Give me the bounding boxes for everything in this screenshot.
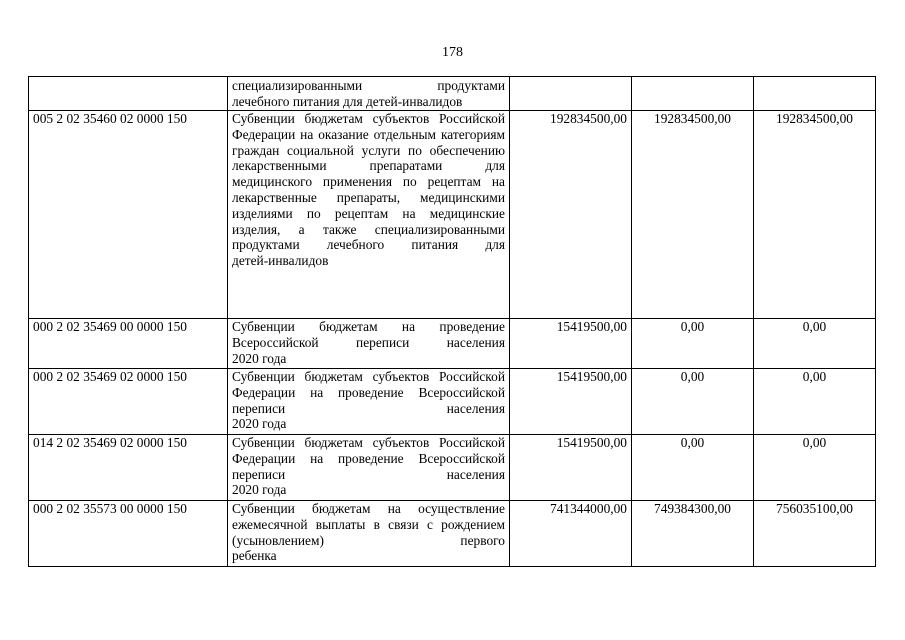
amount-year3-cell: 756035100,00	[754, 501, 876, 567]
amount-year2-cell: 0,00	[632, 369, 754, 435]
amount-year3-cell: 0,00	[754, 435, 876, 501]
budget-code-cell: 000 2 02 35469 00 0000 150	[29, 319, 228, 369]
description-last-line: 2020 года	[232, 350, 287, 366]
amount-year2-cell	[632, 77, 754, 111]
amount-year1-cell: 15419500,00	[510, 435, 632, 501]
description-cell	[228, 435, 510, 501]
amount-year2-cell: 0,00	[632, 435, 754, 501]
budget-code-cell: 005 2 02 35460 02 0000 150	[29, 111, 228, 319]
amount-year1-cell: 15419500,00	[510, 369, 632, 435]
description-text: Субвенции бюджетам на проведение Всероссийской переписи населения	[232, 319, 505, 350]
description-last-line: 2020 года	[232, 482, 287, 498]
description-text: Субвенции бюджетам субъектов Российской Федерации на проведение Всероссийской переписи населения	[232, 435, 505, 482]
table-row	[29, 319, 876, 369]
amount-year1-cell: 741344000,00	[510, 501, 632, 567]
page-number: 178	[442, 45, 463, 60]
budget-code-cell: 014 2 02 35469 02 0000 150	[29, 435, 228, 501]
amount-year2-cell: 0,00	[632, 319, 754, 369]
budget-code-cell	[29, 77, 228, 111]
amount-year2-cell: 192834500,00	[632, 111, 754, 319]
amount-year3-cell: 192834500,00	[754, 111, 876, 319]
description-cell	[228, 319, 510, 369]
description-cell	[228, 77, 510, 111]
table-row	[29, 501, 876, 567]
description-cell	[228, 369, 510, 435]
amount-year1-cell: 15419500,00	[510, 319, 632, 369]
budget-code-cell: 000 2 02 35573 00 0000 150	[29, 501, 228, 567]
table-row	[29, 369, 876, 435]
description-last-line: 2020 года	[232, 416, 287, 432]
amount-year3-cell	[754, 77, 876, 111]
description-cell	[228, 501, 510, 567]
budget-table	[28, 76, 876, 567]
table-row	[29, 435, 876, 501]
table-row	[29, 111, 876, 319]
amount-year1-cell: 192834500,00	[510, 111, 632, 319]
description-last-line: лечебного питания для детей-инвалидов	[232, 93, 463, 109]
description-last-line: ребенка	[232, 548, 277, 564]
description-cell	[228, 111, 510, 319]
table-row	[29, 77, 876, 111]
description-text: специализированными продуктами	[232, 78, 505, 93]
description-last-line: детей-инвалидов	[232, 253, 329, 269]
description-text: Субвенции бюджетам на осуществление ежемесячной выплаты в связи с рождением (усыновлением) первого	[232, 501, 505, 548]
description-text: Субвенции бюджетам субъектов Российской Федерации на оказание отдельным категориям граждан социальной услуги по обеспечению лекарственными препаратами для медицинского применения по рецептам на лекарственные препараты, медицинскими изделиями по рецептам на медицинские изделия, а также специализированными продуктами лечебного питания для	[232, 111, 505, 253]
budget-code-cell: 000 2 02 35469 02 0000 150	[29, 369, 228, 435]
amount-year1-cell	[510, 77, 632, 111]
description-text: Субвенции бюджетам субъектов Российской Федерации на проведение Всероссийской переписи населения	[232, 369, 505, 416]
amount-year2-cell: 749384300,00	[632, 501, 754, 567]
amount-year3-cell: 0,00	[754, 319, 876, 369]
amount-year3-cell: 0,00	[754, 369, 876, 435]
